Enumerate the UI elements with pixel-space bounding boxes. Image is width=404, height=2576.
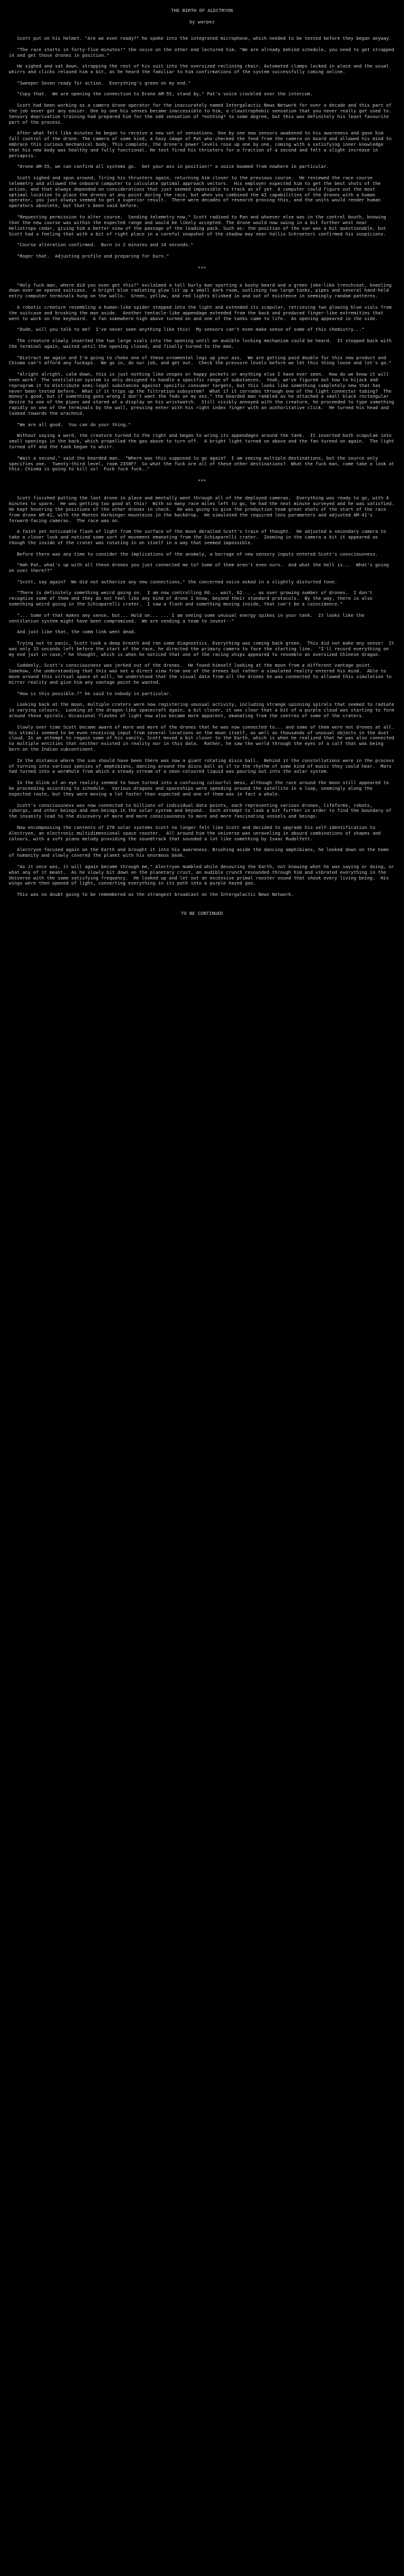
- paragraph: "Copy that. We are opening the connection to Drone AM-55, stand by," Pat's voice crackled over the intercom.: [9, 91, 313, 97]
- paragraph: Alectryon focused again on the Earth and brought it into his awareness. Brushing aside the dancing amphibians, he looked down on the home of humanity and slowly covered the planet with his enormous beak.: [9, 847, 392, 859]
- paragraph: The creature slowly inserted the two large vials into the opening until an audible locking mechanism could be heard. It stepped back with the terminal again, waited until the opening closed, and finally turned to the man.: [9, 338, 395, 349]
- paragraph: "Sweeper Seven ready for action. Everything's green on my end.": [9, 80, 191, 86]
- paragraph: "Drone AM-55, we can confirm all systems go. Get your ass in position!" a voice boomed from nowhere in particular.: [9, 164, 330, 170]
- to-be-continued: TO BE CONTINUED: [181, 910, 223, 916]
- paragraph: Scott had been working as a camera drone operator for the inaccurately named Intergalactic News Network for over a decade and this part of the job never got any easier. One by one his senses became inaccessible to him, a claustrophobic sensation that you never really got used to. Sensory deprivation training had prepared him for the odd sensation of *nothing* to some degree, but this was definitely his least favourite part of the process.: [9, 102, 397, 125]
- paragraph: Slowly over time Scott became aware of more and more of the drones that he was now connected to... and some of them were not drones at all. His stimuli seemed to be even receiving input from several locations on the moon itself, as well as thousands of unusual objects in the dust cloud. In an attempt to regain some of his sanity, Scott moved a bit closer to the Earth, which is when he realized that he was also connected to multiple entities that neither existed in reality nor in this data. Rather, he saw the world through the eyes of a calf that was being born on the Indian subcontinent.: [9, 724, 400, 753]
- paragraph: After what felt like minutes he began to receive a new set of sensations. One by one new sensors awakened to his awareness and gave him full control of the drone. The camera of some kind, a hazy image of Pat who checked the feed from the camera on board and allowed his mind to embrace this curious mechanical body. This complete, the drone's power levels rose up one by one, coming with a satisfying inner knowledge that his new body was healthy and fully functional. He test fired his thrusters for a fraction of a second and felt a slight increase in periapsis.: [9, 130, 395, 158]
- paragraph: Suddenly, Scott's consciousness was jerked out of the drones. He found himself looking at the moon from a different vantage point. Somehow, the understanding that this was not a direct view from one of the drones but rather a simulated reality entered his mind. Able to move around this virtual space at will, he understood that the visual data from all the drones he was connected to allowed this simulation to mirror reality and give him any vantage point he wanted.: [9, 662, 395, 685]
- paragraph: "Roger that. Adjusting profile and preparing for burn.": [9, 253, 169, 259]
- paragraph: Now encompassing the contents of 278 solar systems Scott no longer felt like Scott and decided to upgrade his self-identification to Alectryon, an electronic multidimensional space rooster. All around him the universe was unraveling in absurd combinations of shapes and colours, with a soft piano melody providing the soundtrack that sounded a lot like something by Isaac Rudolfett.: [9, 824, 384, 842]
- paragraph: "Wait a second," said the bearded man. "Where was this supposed to go again? I am seeing multiple destinations, but the source only specifies one. Twenty-third level, room 2358F? So what the fuck are all of these other destinations? What the fuck man, come take a look at this. Chioma is going to kill us! Fuck fuck fuck..": [9, 455, 397, 472]
- paragraph: And just like that, the comm link went dead.: [9, 629, 137, 635]
- section-separator: ***: [198, 265, 206, 271]
- paragraph: This was no doubt going to be remembered as the strangest broadcast on the Intergalactic News Network.: [9, 891, 294, 898]
- paragraph: Scott sighed and spun around, firing his thrusters again, returning him closer to the previous course. He reviewed the race course telemetry and allowed the onboard computer to calculate optimal approach vectors. His employer expected him to get the best shots of the action, and that always depended on considerations that just seemed impossible to track as of yet. A computer could figure out the most optimal location to place the drones at any point during the race, but when you combined the AI capabilities of the drones with a human operator, you just always seemed to get a superior result. There were decades of research proving this, and the units would render human operators obsolete, but that's been said before.: [9, 175, 384, 209]
- paragraph: A faint yet noticeable flash of light from the surface of the moon derailed Scott's train of thought. He adjusted a secondary camera to take a closer look and noticed some sort of movement emanating from the Schiaparelli crater. Zooming in the camera a bit it appeared as though the inside of the crater was rotating in on itself in a way that seemed impossible.: [9, 528, 389, 546]
- paragraph: Scott's consciousness was now connected to billions of individual data points, each representing various drones, lifeforms, robots, cyborgs, and other beings and non-beings in the solar system and beyond. Each attempt to look a bit further in order to find the boundary of the insanity lead to the discovery of more and more consciousness to more and more fascinating vessels and beings.: [9, 802, 395, 820]
- paragraph: Scott put on his helmet. "Are we even ready?" he spoke into the integrated microphone, which needed to be tested before they began anyway.: [9, 35, 392, 41]
- paragraph: "How is this possible.?" he said to nobody in particular.: [9, 690, 172, 696]
- section-separator: ***: [198, 478, 206, 484]
- paragraph: Without saying a word, the creature turned to the right and began to wring its appendages around the tank. It inserted both scapulae into small openings in the back, which propelled the gas above to turn off. A bright light turned on above and the fan turned on again. The light turned off and the tank began to whirr.: [9, 432, 397, 450]
- story-section-1: [9, 36, 395, 259]
- paragraph: "Dude, will you talk to me? I've never seen anything like this! My sensors can't even make sense of some of this chemistry...": [9, 326, 365, 333]
- paragraph: "Scott, say again? We did not authorize any new connections," the concerned voice asked in a slightly distorted tone.: [9, 578, 338, 585]
- paragraph: Before there was any time to consider the implications of the anomaly, a barrage of new sensory inputs entered Scott's consciousness.: [9, 551, 378, 557]
- paragraph: "There is definitely something weird going on. I am now controlling 60... wait, 62... , as over growing number of drones. I don't recognize some of them and they do not feel like any kind of drone I know, beyond their standard protocols. By the way, there is also something weird going in the Schiaparelli crater. I saw a flash and something moving inside, that can't be a coincidence.": [9, 590, 376, 607]
- paragraph: "Alright alright, calm down, this is just nothing like vespes or happy pockets or anything else I have ever seen. How do we know it will even work? The ventilation system is only designed to handle a specific range of substances. Yeah, we've figured out how to hijack and reprogram it to distribute semi-legal substances against specific consumer targets, but this looks like something completely new that has never been tested before. What if it trips up the filtration subsystem? What if it corrodes through one of the light connector tubing? The money's good, but if something goes wrong I don't want the feds on my ass," the bearded man rambled as he attached a small black rectangular device to one of the pipes and stared at a display on his wristwatch. Still visibly annoyed with the creature, he proceeded to type something rapidly on one of the terminals by the wall, pressing enter with his right index finger with an authoritative click. He turned his head and looked towards the arachnid.: [9, 371, 397, 416]
- story-section-2: [9, 283, 395, 473]
- paragraph: In the blink of an eye reality seemed to have turned into a confusing colourful mess, although the race around the moon still appeared to be proceeding according to schedule. Various dragons and spaceships were speeding around the satellite in a loop, seemingly along the expected route, but they were moving a lot faster than expected and one of them was in fact a whale.: [9, 780, 392, 797]
- paragraph: A robotic creature resembling a human-like spider stepped into the light and extended its scapular, retrieving two glowing blue vials from the suitcase and brushing the man aside. Another tentacle-like appendage extended from the back and produced finger-like extremities that went to work on the keyboard. A fan somewhere high above turned on and one of the tanks came to life. An opening appeared in the side.: [9, 304, 395, 321]
- story-title: THE BIRTH OF ALECTRYON: [171, 8, 233, 13]
- paragraph: "Holy fuck man, where did you even get this?" exclaimed a tall burly man sporting a bushy beard and a green joke-like trenchcoat, kneeling down over an opened suitcase. A bright blue radiating glow lit up a small dark room, outlining two large tanks, pipes and several hand-held entry computer terminals hung on the walls. Green, yellow, and red lights blinked in and out of existence in seemingly random patterns.: [9, 282, 395, 299]
- paragraph: "Distract me again and I'm going to choke one of these ornamental legs up your ass. We are getting paid double for this new product and Chioma can't afford any fuckups. We go in, do our job, and get out. Check the pressure levels before we let this thing loose and let's go.": [9, 354, 392, 366]
- paragraph: "The race starts in forty-five minutes!" the voice on the other end lectured him. "We are already behind schedule, you need to get strapped in and get those drones in position.": [9, 46, 397, 58]
- paragraph: "Hah Pat, what's up with all these drones you just connected me to? Some of them aren't even ours. And what the hell is... What's going on over there??": [9, 562, 392, 574]
- paragraph: "... Some of that makes any sense, but... Hold on... ... I am seeing some unusual energy spikes in your tank. It looks like the ventilation system might have been compromised. We are sending a team to invest--": [9, 612, 367, 624]
- paragraph: Trying not to panic, Scott took a deep breath and ran some diagnostics. Everything was coming back green. This did not make any sense! It was only 15 seconds left before the start of the race, he directed the primary camera to face the starting line. "I'll record everything on my end just in case," he thought, which is when he noticed that one of the racing ships appeared to resemble an oversized Chinese dragon.: [9, 640, 397, 657]
- paragraph: In the distance where the sun should have been there was now a giant rotating disco ball. Behind it the constellations were in the process of turning into various species of amphibians, dancing around the disco ball as if to the rhythm of some kind of music they could hear. Mars had turned into a wormhole from which a steady stream of a neon-coloured liquid was pouring out into the solar system.: [9, 757, 397, 775]
- paragraph: "Course alteration confirmed. Burn in 2 minutes and 14 seconds.": [9, 242, 194, 248]
- story-byline: by warpez: [189, 19, 215, 25]
- paragraph: "Requesting permission to alter course. Sending telemetry now," Scott radioed to Pan and whoever else was in the control booth, knowing that the new course was within the expected range and would be likely accepted. The drone would now swing in a bit further west near Heliotropa cedar, giving him a better view of the passage of the leading pack. Such as: the position of the sun was a bit questionable, but Scott had a feeling that with a bit of right place in a careful snapshot of the shadow may near Vallis Schroeteri confirmed his suspicions.: [9, 214, 389, 237]
- story-section-3: [9, 495, 400, 898]
- paragraph: Scott finished putting the last drone in place and mentally went through all of the deployed cameras. Everything was ready to go, with 4 minutes to spare. He was getting too good at this! With so many race miles left to go, he had the next minute surveyed and he was satisfied. He kept hovering the positions of the other drones in check. He was going to give the production team great shots of the start of the race from drone AM-41, with the Montes Harbinger mountains in the backdrop. He simulated the required lens parameters and adjusted AM-41's forward-facing cameras. The race was on.: [9, 495, 400, 523]
- paragraph: "As it once was, it will again become through me," Alectryon mumbled while devouring the Earth, not knowing what he was saying or doing, or what any of it meant. As he slowly bit down on the planetary crust, an audible crunch resounded through him and vibrated everything in the Universe with the same satisfying frequency. He looked up and let out an excessive primal rooster sound that shook every living being. His wings were then opened of light, converting everything in its path into a purple hazed goo.: [9, 863, 397, 886]
- paragraph: He sighed and sat down, strapping the rest of his suit into the oversized reclining chair. Automated clamps locked in place and the usual whirrs and clicks relaxed him a bit, as he heard the familiar to him confirmations of the system successfully coming online.: [9, 63, 392, 75]
- paragraph: Looking back at the moon, multiple craters were now registering unusual activity, including strange spinning spirals that seemed to radiate in varying colours. Looking at the dragon-like spacecraft again, a bit closer, it was clear that a bit of a purple cloud was starting to form around these spirals. Occasional flashes of light now also became more apparent, emanating from the centres of some of the craters.: [9, 701, 397, 719]
- paragraph: "We are all good. You can do your thing.": [9, 421, 131, 427]
